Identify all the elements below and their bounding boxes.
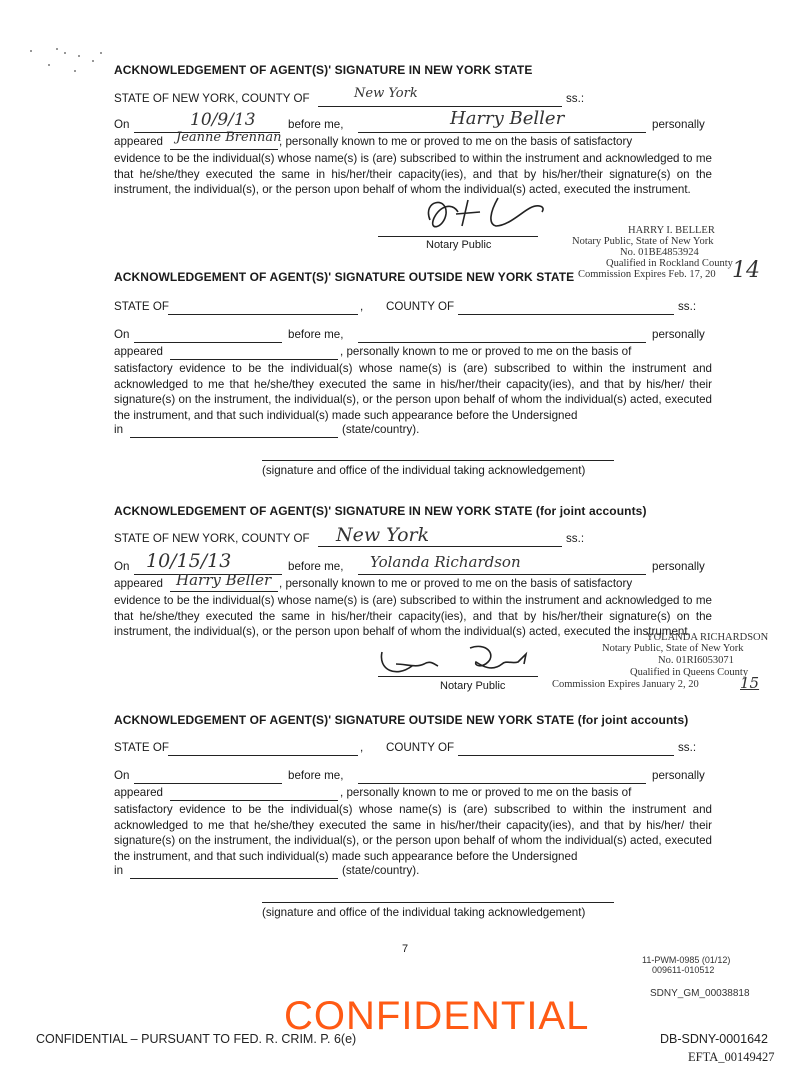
section3-state-label: STATE OF NEW YORK, COUNTY OF [114,532,310,545]
section1-notary-public: Notary Public [426,239,492,251]
section4-appeared: appeared [114,786,163,799]
section3-appeared-handwriting: Harry Beller [176,571,272,589]
section4-appeared-line [170,800,338,801]
section1-body: evidence to be the individual(s) whose name(s) is (are) subscribed to within the instrument and acknowledged to me that he/she/they executed the same in his/her/their capacity(ies), and that by his/her/their signature(s) on the instrument, the individual(s), or the person upon behalf of whom the individual(s) acted, executed the instrument. [114,152,712,196]
section1-state-label: STATE OF NEW YORK, COUNTY OF [114,92,310,105]
section2-county-of: COUNTY OF [386,300,455,313]
section4-line1-rest: , personally known to me or proved to me on the basis of [340,786,632,799]
section4-state-of: STATE OF [114,741,169,754]
section2-appeared-line [170,359,338,360]
section2-state-of: STATE OF [114,300,169,313]
stamp3-year-handwriting: 15 [740,674,760,692]
db-sdny-id: DB-SDNY-0001642 [660,1032,768,1046]
form-code-1: 11-PWM-0985 (01/12) [642,955,731,965]
section2-notary-line [358,342,646,343]
section3-notary-line [358,574,646,575]
section2-signature-caption: (signature and office of the individual taking acknowledgement) [262,464,586,477]
section3-personally: personally [652,560,705,573]
sdny-bates-id: SDNY_GM_00038818 [650,988,750,999]
section3-signature-line [378,676,538,677]
section2-state-line [168,314,358,315]
stamp1-line-0: HARRY I. BELLER [628,225,715,236]
stamp3-line-4: Commission Expires January 2, 20 [552,679,699,690]
stamp3-line-3: Qualified in Queens County [630,667,749,678]
section2-date-line [134,342,282,343]
stamp1-line-4: Commission Expires Feb. 17, 20 [578,269,716,280]
section3-line1-rest: , personally known to me or proved to me on the basis of satisfactory [279,577,633,590]
section4-body: satisfactory evidence to be the individual(s) whose name(s) is (are) subscribed to within the instrument and acknowledged to me that he/she/they executed the same in his/her/their capacity(ies), and that by his/her/ their signature(s) on the instrument, the individual(s), or the person upon behalf of whom the individual(s) acted, executed the instrument, and that such individual(s) made such appearance before the Undersigned [114,803,712,863]
section3-on-label: On [114,560,130,573]
section1-notary-signature [372,192,602,238]
section4-in-label: in [114,864,124,877]
section2-personally: personally [652,328,705,341]
section1-line1-rest: , personally known to me or proved to me on the basis of satisfactory [279,135,633,148]
section4-date-line [134,783,282,784]
section4-county-line [458,755,674,756]
efta-id: EFTA_00149427 [688,1050,775,1064]
section1-heading: ACKNOWLEDGEMENT OF AGENT(S)' SIGNATURE IN NEW YORK STATE [114,63,533,77]
section2-body: satisfactory evidence to be the individual(s) whose name(s) is (are) subscribed to within the instrument and acknowledged to me that he/she/they executed the same in his/her/their capacity(ies), and that by his/her/ their signature(s) on the instrument, the individual(s), or the person upon behalf of whom the individual(s) acted, executed the instrument, and that such individual(s) made such appearance before the Undersigned [114,362,712,422]
section2-line1-rest: , personally known to me or proved to me on the basis of [340,345,632,358]
section3-county-handwriting: New York [336,524,430,546]
section1-appeared-line [170,149,278,150]
section3-date-handwriting: 10/15/13 [146,550,232,572]
section2-heading: ACKNOWLEDGEMENT OF AGENT(S)' SIGNATURE OUTSIDE NEW YORK STATE [114,270,575,284]
section1-on-label: On [114,118,130,131]
section2-state-country: (state/country). [342,423,420,436]
section1-ss: ss.: [566,92,585,105]
section3-before-me: before me, [288,560,344,573]
section4-in-line [130,878,338,879]
section3-county-line [318,546,562,547]
page-number: 7 [402,943,409,955]
section3-body: evidence to be the individual(s) whose name(s) is (are) subscribed to within the instrument and acknowledged to me that he/she/they executed the same in his/her/their capacity(ies), and that by his/her/their signature(s) on the instrument, the individual(s), or the person upon behalf of whom the individual(s) acted, executed the instrument. [114,594,712,638]
section2-signature-line [262,460,614,461]
section3-notary-handwriting: Yolanda Richardson [370,553,521,571]
section2-in-line [130,437,338,438]
section2-in-label: in [114,423,124,436]
section1-date-handwriting: 10/9/13 [190,110,256,130]
section2-on-label: On [114,328,130,341]
section1-appeared-handwriting: Jeanne Brennan [176,130,282,145]
section3-heading: ACKNOWLEDGEMENT OF AGENT(S)' SIGNATURE IN NEW YORK STATE (for joint accounts) [114,504,647,518]
section4-comma: , [360,741,364,754]
form-code-2: 009611-010512 [652,965,715,975]
section1-appeared: appeared [114,135,163,148]
section4-state-country: (state/country). [342,864,420,877]
section3-notary-public: Notary Public [440,680,506,692]
section1-notary-handwriting: Harry Beller [450,108,565,129]
section2-before-me: before me, [288,328,344,341]
section1-personally: personally [652,118,705,131]
section4-heading: ACKNOWLEDGEMENT OF AGENT(S)' SIGNATURE OUTSIDE NEW YORK STATE (for joint accounts) [114,713,689,727]
stamp1-line-2: No. 01BE4853924 [620,247,699,258]
section1-before-me: before me, [288,118,344,131]
section4-before-me: before me, [288,769,344,782]
section2-county-line [458,314,674,315]
section2-ss: ss.: [678,300,697,313]
section4-notary-line [358,783,646,784]
section4-ss: ss.: [678,741,697,754]
stamp1-line-3: Qualified in Rockland County [606,258,733,269]
section3-ss: ss.: [566,532,585,545]
section1-county-handwriting: New York [354,86,418,101]
section1-notary-line [358,132,646,133]
stamp1-year-handwriting: 14 [732,258,760,283]
section4-personally: personally [652,769,705,782]
section4-signature-line [262,902,614,903]
stamp3-line-0: YOLANDA RICHARDSON [646,632,769,643]
section4-on-label: On [114,769,130,782]
section4-state-line [168,755,358,756]
stamp1-line-1: Notary Public, State of New York [572,236,714,247]
confidential-legend: CONFIDENTIAL – PURSUANT TO FED. R. CRIM. P. 6(e) [36,1032,357,1046]
section2-appeared: appeared [114,345,163,358]
section4-county-of: COUNTY OF [386,741,455,754]
section1-signature-line [378,236,538,237]
section3-appeared: appeared [114,577,163,590]
section1-county-line [318,106,562,107]
stamp3-line-1: Notary Public, State of New York [602,643,744,654]
section3-appeared-line [170,591,278,592]
confidential-stamp: CONFIDENTIAL [284,994,590,1038]
section4-signature-caption: (signature and office of the individual taking acknowledgement) [262,906,586,919]
section2-comma: , [360,300,364,313]
stamp3-line-2: No. 01RI6053071 [658,655,734,666]
